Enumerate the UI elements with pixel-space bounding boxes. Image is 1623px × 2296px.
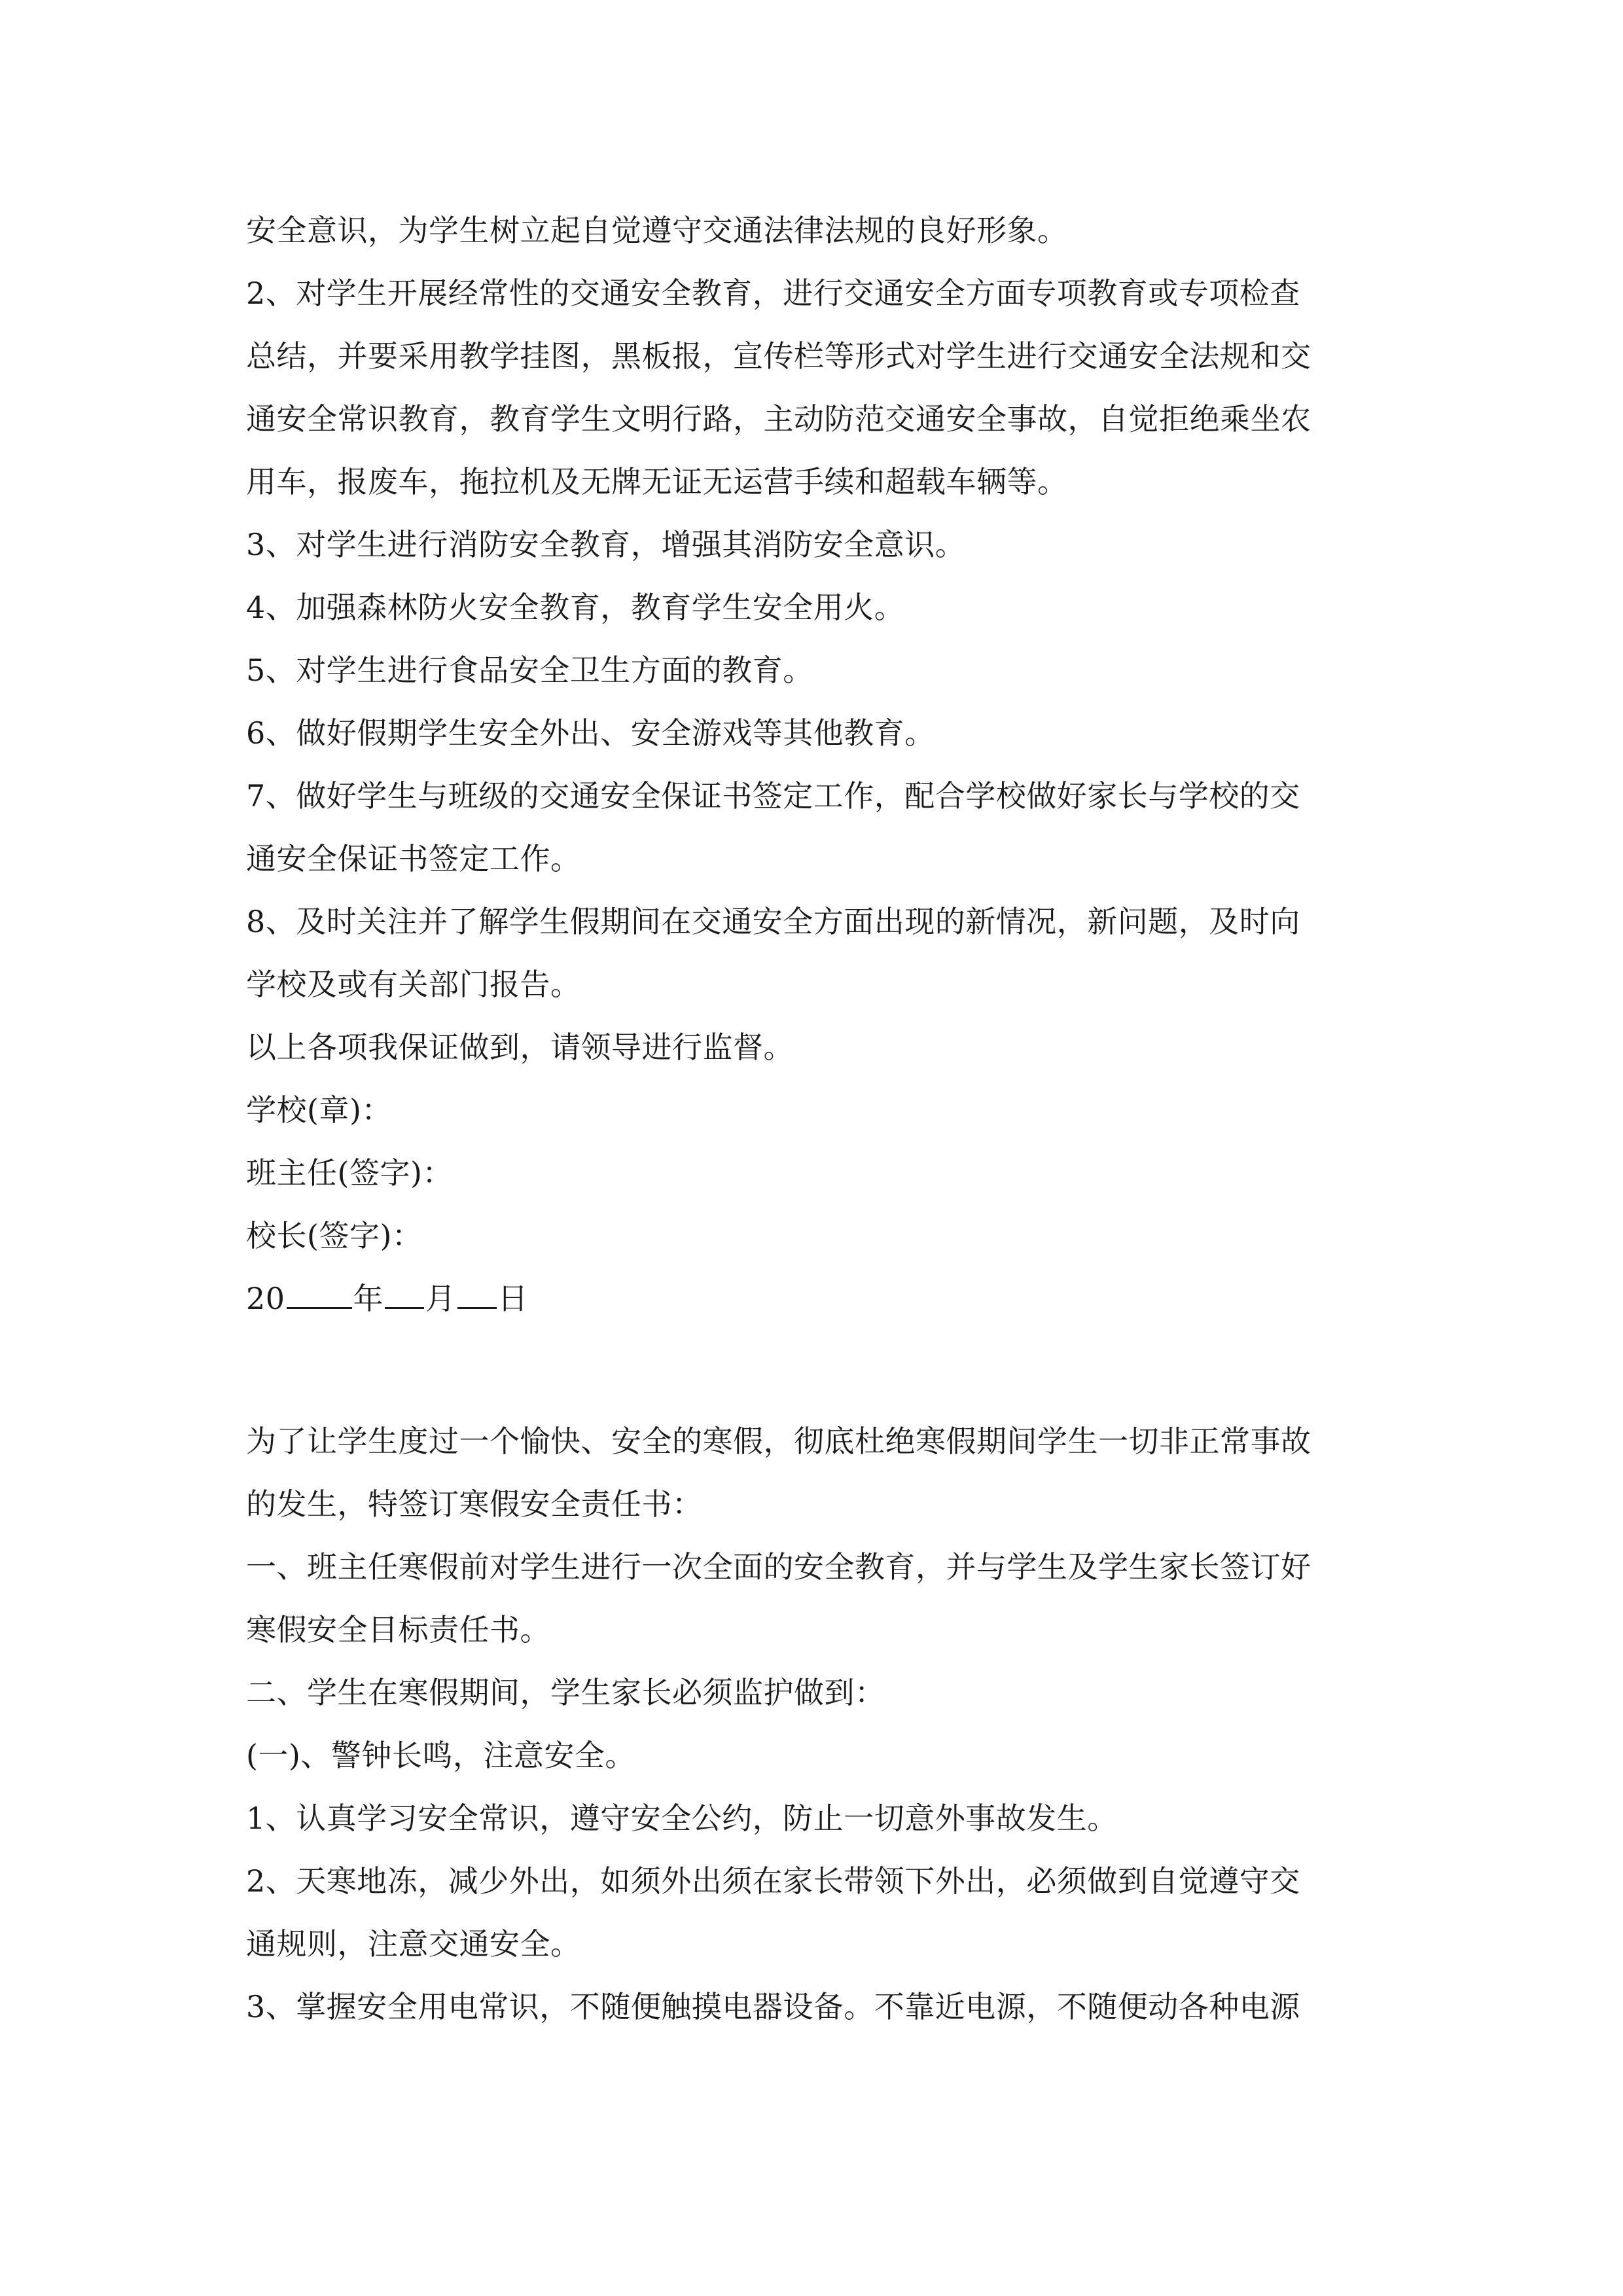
paragraph-line: 寒假安全目标责任书。 bbox=[246, 1612, 550, 1647]
paragraph-line: 为了让学生度过一个愉快、安全的寒假，彻底杜绝寒假期间学生一切非正常事故 bbox=[246, 1424, 1311, 1459]
date-year-label: 年 bbox=[353, 1281, 384, 1316]
month-blank bbox=[385, 1281, 424, 1309]
principal-signature-field: 校长(签字)： bbox=[246, 1218, 423, 1253]
school-seal-field: 学校(章)： bbox=[246, 1092, 392, 1128]
paragraph-line: 3、对学生进行消防安全教育，增强其消防安全意识。 bbox=[246, 527, 966, 562]
paragraph-line: 总结，并要采用教学挂图，黑板报，宣传栏等形式对学生进行交通安全法规和交 bbox=[246, 338, 1311, 374]
paragraph-line: 1、认真学习安全常识，遵守安全公约，防止一切意外事故发生。 bbox=[246, 1801, 1118, 1836]
paragraph-line: (一)、警钟长鸣，注意安全。 bbox=[246, 1738, 635, 1773]
paragraph-line: 3、掌握安全用电常识，不随便触摸电器设备。不靠近电源，不随便动各种电源 bbox=[246, 1989, 1300, 2024]
paragraph-line: 通规则，注意交通安全。 bbox=[246, 1926, 581, 1962]
year-blank bbox=[287, 1281, 352, 1309]
date-month-label: 月 bbox=[425, 1281, 456, 1316]
paragraph-line: 7、做好学生与班级的交通安全保证书签定工作，配合学校做好家长与学校的交 bbox=[246, 778, 1300, 814]
paragraph-line: 6、做好假期学生安全外出、安全游戏等其他教育。 bbox=[246, 715, 935, 751]
paragraph-line: 通安全保证书签定工作。 bbox=[246, 841, 581, 876]
paragraph-line: 以上各项我保证做到，请领导进行监督。 bbox=[246, 1030, 794, 1065]
paragraph-line: 用车，报废车，拖拉机及无牌无证无运营手续和超载车辆等。 bbox=[246, 464, 1068, 499]
paragraph-line: 二、学生在寒假期间，学生家长必须监护做到： bbox=[246, 1675, 885, 1710]
paragraph-line: 5、对学生进行食品安全卫生方面的教育。 bbox=[246, 653, 813, 688]
paragraph-line: 2、天寒地冻，减少外出，如须外出须在家长带领下外出，必须做到自觉遵守交 bbox=[246, 1863, 1300, 1899]
day-blank bbox=[457, 1281, 497, 1309]
date-day-label: 日 bbox=[497, 1281, 529, 1316]
date-prefix: 20 bbox=[246, 1281, 285, 1316]
head-teacher-signature-field: 班主任(签字)： bbox=[246, 1155, 453, 1191]
paragraph-line: 学校及或有关部门报告。 bbox=[246, 967, 581, 1002]
paragraph-line: 通安全常识教育，教育学生文明行路，主动防范交通安全事故，自觉拒绝乘坐农 bbox=[246, 401, 1311, 437]
paragraph-line: 一、班主任寒假前对学生进行一次全面的安全教育，并与学生及学生家长签订好 bbox=[246, 1549, 1311, 1585]
paragraph-line: 2、对学生开展经常性的交通安全教育，进行交通安全方面专项教育或专项检查 bbox=[246, 276, 1300, 311]
paragraph-line: 4、加强森林防火安全教育，教育学生安全用火。 bbox=[246, 590, 905, 625]
paragraph-line: 安全意识，为学生树立起自觉遵守交通法律法规的良好形象。 bbox=[246, 213, 1068, 248]
date-field bbox=[246, 1279, 528, 1318]
paragraph-line: 8、及时关注并了解学生假期间在交通安全方面出现的新情况，新问题，及时向 bbox=[246, 904, 1300, 939]
paragraph-line: 的发生，特签订寒假安全责任书： bbox=[246, 1486, 703, 1522]
